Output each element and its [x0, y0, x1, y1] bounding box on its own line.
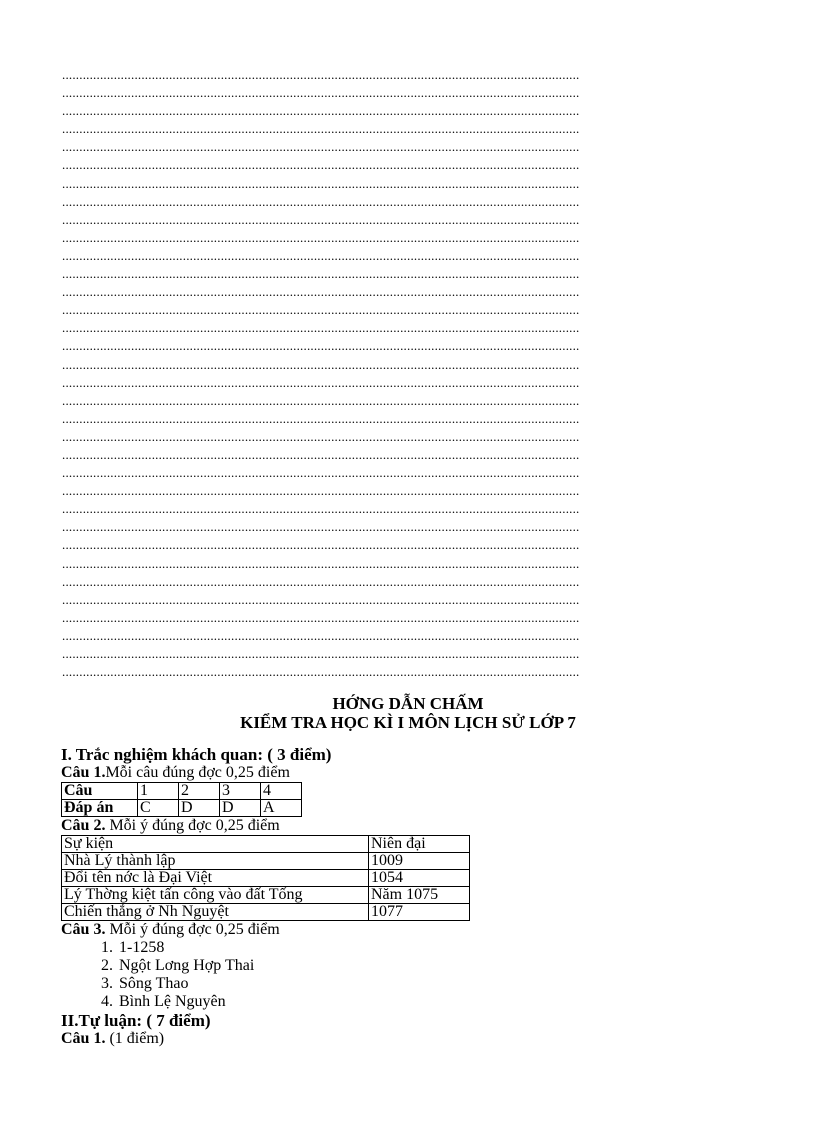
- question-text: Mỗi câu đúng đợc 0,25 điểm: [105, 764, 290, 781]
- dotted-line: ......................................................................................................................................................: [62, 175, 580, 191]
- table-cell: 1009: [369, 853, 470, 870]
- dotted-line: ......................................................................................................................................................: [62, 609, 580, 625]
- table-cell: Nhà Lý thành lập: [62, 853, 369, 870]
- dotted-line: ......................................................................................................................................................: [62, 247, 580, 263]
- table-cell: C: [138, 800, 179, 817]
- dotted-line: ......................................................................................................................................................: [62, 103, 580, 119]
- table-cell: 2: [179, 783, 220, 800]
- table-row: [62, 853, 470, 870]
- table-row: [62, 783, 302, 800]
- dotted-line: ......................................................................................................................................................: [62, 465, 580, 481]
- dotted-line: ......................................................................................................................................................: [62, 392, 580, 408]
- question-3-instruction: [61, 921, 761, 939]
- list-item: 2. Ngột Lơng Hợp Thai: [117, 957, 761, 975]
- table-cell: 4: [261, 783, 302, 800]
- question-1-instruction: [61, 764, 761, 782]
- answer-table-q1: [61, 782, 302, 817]
- dotted-line: ......................................................................................................................................................: [62, 664, 580, 680]
- dotted-line: ......................................................................................................................................................: [62, 266, 580, 282]
- dotted-line: ......................................................................................................................................................: [62, 157, 580, 173]
- table-header-cell: Đáp án: [62, 800, 138, 817]
- dotted-line: ......................................................................................................................................................: [62, 555, 580, 571]
- dotted-line: ......................................................................................................................................................: [62, 627, 580, 643]
- answer-key-content: [61, 745, 761, 1048]
- dotted-line: ......................................................................................................................................................: [62, 338, 580, 354]
- dotted-line: ......................................................................................................................................................: [62, 646, 580, 661]
- document-heading: [0, 694, 816, 732]
- dotted-line: ......................................................................................................................................................: [62, 67, 580, 82]
- question-label: Câu 1.: [61, 1030, 106, 1047]
- question-text: (1 điểm): [105, 1030, 165, 1047]
- table-row: [62, 800, 302, 817]
- dotted-line: ......................................................................................................................................................: [62, 193, 580, 209]
- question-text: Mỗi ý đúng đợc 0,25 điểm: [105, 921, 280, 938]
- dotted-line: ......................................................................................................................................................: [62, 211, 580, 227]
- table-cell: 1054: [369, 870, 470, 887]
- dotted-line: ......................................................................................................................................................: [62, 284, 580, 300]
- table-cell: A: [261, 800, 302, 817]
- dotted-line: ......................................................................................................................................................: [62, 573, 580, 589]
- table-cell: Năm 1075: [369, 887, 470, 904]
- dotted-line: ......................................................................................................................................................: [62, 519, 580, 535]
- table-cell: Chiến thắng ở Nh Nguyệt: [62, 904, 369, 921]
- page-subtitle: KIỂM TRA HỌC KÌ I MÔN LỊCH SỬ LỚP 7: [240, 713, 576, 732]
- dotted-line: ......................................................................................................................................................: [62, 356, 580, 372]
- answer-table-q2: [61, 835, 470, 921]
- dotted-line: ......................................................................................................................................................: [62, 320, 580, 336]
- dotted-line: ......................................................................................................................................................: [62, 302, 580, 318]
- list-item: 3. Sông Thao: [117, 975, 761, 993]
- essay-question-1: [61, 1030, 761, 1048]
- dotted-line: ......................................................................................................................................................: [62, 446, 580, 462]
- list-item: 1. 1-1258: [117, 939, 761, 957]
- answer-list-q3: [61, 939, 761, 1011]
- dotted-line: ......................................................................................................................................................: [62, 229, 580, 245]
- table-cell: Đổi tên nớc là Đại Việt: [62, 870, 369, 887]
- table-cell: D: [220, 800, 261, 817]
- dotted-line: ......................................................................................................................................................: [62, 428, 580, 444]
- table-row: [62, 887, 470, 904]
- table-row: [62, 904, 470, 921]
- dotted-line: ......................................................................................................................................................: [62, 410, 580, 426]
- dotted-line: ......................................................................................................................................................: [62, 85, 580, 101]
- question-label: Câu 3.: [61, 921, 106, 938]
- table-header-cell: Câu: [62, 783, 138, 800]
- table-header-cell: Sự kiện: [62, 836, 369, 853]
- table-cell: Lý Thờng kiệt tấn công vào đất Tống: [62, 887, 369, 904]
- question-2-instruction: [61, 817, 761, 835]
- table-cell: 3: [220, 783, 261, 800]
- section-heading-objective: I. Trắc nghiệm khách quan: ( 3 điểm): [61, 745, 332, 764]
- table-row: [62, 836, 470, 853]
- table-cell: 1077: [369, 904, 470, 921]
- question-label: Câu 2.: [61, 817, 106, 834]
- question-text: Mỗi ý đúng đợc 0,25 điểm: [105, 817, 280, 834]
- dotted-line: ......................................................................................................................................................: [62, 374, 580, 390]
- table-cell: 1: [138, 783, 179, 800]
- table-header-cell: Niên đại: [369, 836, 470, 853]
- section-heading-essay: II.Tự luận: ( 7 điểm): [61, 1011, 211, 1030]
- dotted-line: ......................................................................................................................................................: [62, 483, 580, 499]
- dotted-line: ......................................................................................................................................................: [62, 537, 580, 553]
- page-title: HỚNG DẪN CHẤM: [332, 694, 484, 713]
- dotted-line: ......................................................................................................................................................: [62, 139, 580, 155]
- answer-dotted-lines: [62, 66, 722, 681]
- dotted-line: ......................................................................................................................................................: [62, 501, 580, 517]
- list-item: 4. Bình Lệ Nguyên: [117, 993, 761, 1011]
- table-row: [62, 870, 470, 887]
- dotted-line: ......................................................................................................................................................: [62, 591, 580, 607]
- question-label: Câu 1.: [61, 764, 106, 781]
- dotted-line: ......................................................................................................................................................: [62, 121, 580, 137]
- table-cell: D: [179, 800, 220, 817]
